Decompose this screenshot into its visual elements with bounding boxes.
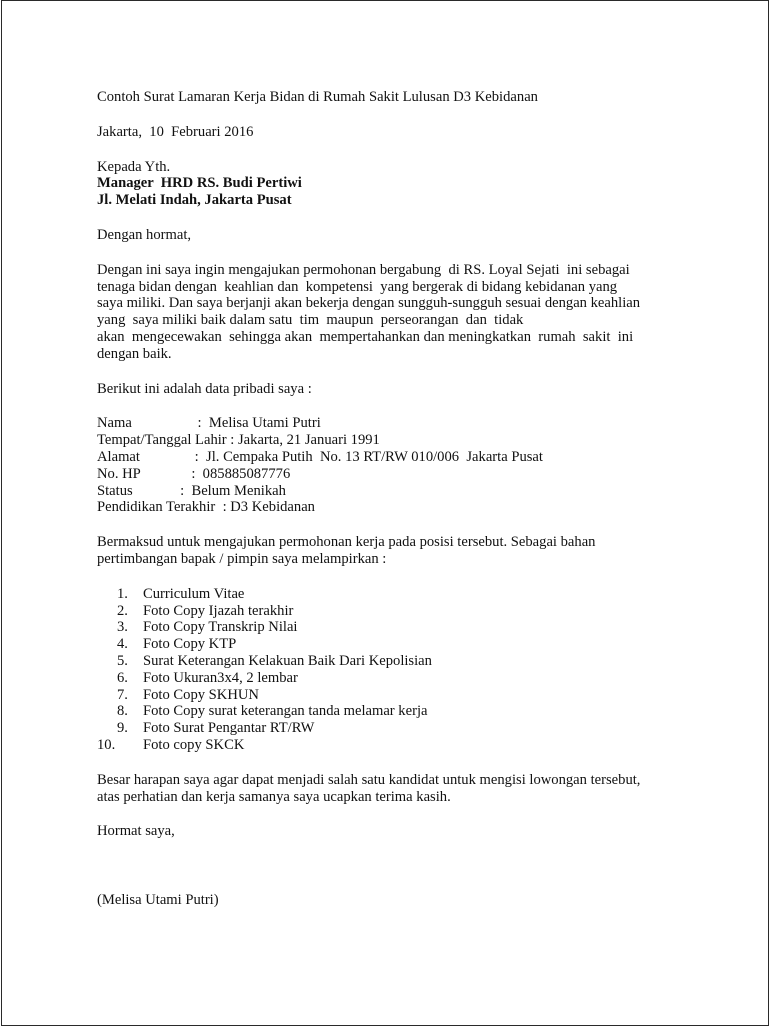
- list-text: Foto Ukuran3x4, 2 lembar: [143, 669, 298, 686]
- personal-data-row: Pendidikan Terakhir : D3 Kebidanan: [97, 499, 315, 516]
- list-number: 8.: [117, 703, 128, 720]
- list-number: 3.: [117, 619, 128, 636]
- closing-line: atas perhatian dan kerja samanya saya ucapkan terima kasih.: [97, 788, 451, 805]
- personal-data-row: Alamat : Jl. Cempaka Putih No. 13 RT/RW 010/006 Jakarta Pusat: [97, 448, 543, 465]
- personal-data-row: Status : Belum Menikah: [97, 482, 286, 499]
- list-number: 4.: [117, 636, 128, 653]
- list-number: 2.: [117, 602, 128, 619]
- closing-paragraph: [97, 772, 677, 806]
- list-item: [97, 603, 677, 620]
- opening-line: dengan baik.: [97, 345, 172, 362]
- list-number: 6.: [117, 669, 128, 686]
- list-number: 5.: [117, 652, 128, 669]
- opening-line: akan mengecewakan sehingga akan mempertahankan dan meningkatkan rumah sakit ini: [97, 328, 634, 345]
- opening-line: Dengan ini saya ingin mengajukan permohonan bergabung di RS. Loyal Sejati ini sebagai: [97, 261, 630, 278]
- purpose-line: Bermaksud untuk mengajukan permohonan kerja pada posisi tersebut. Sebagai bahan: [97, 534, 596, 551]
- list-item: [97, 737, 677, 754]
- opening-line: yang saya miliki baik dalam satu tim maupun perseorangan dan tidak: [97, 312, 524, 329]
- personal-data: [97, 415, 677, 516]
- recipient-intro: Kepada Yth.: [97, 158, 171, 175]
- list-text: Foto Copy Transkrip Nilai: [143, 619, 298, 636]
- greeting: Dengan hormat,: [97, 226, 192, 243]
- list-item: [97, 703, 677, 720]
- purpose-line: pertimbangan bapak / pimpin saya melampirkan :: [97, 550, 387, 567]
- signature-name: (Melisa Utami Putri): [97, 892, 219, 909]
- document-page: [1, 0, 769, 1026]
- list-number: 10.: [97, 736, 116, 753]
- list-number: 1.: [117, 585, 128, 602]
- attachment-list: [97, 586, 677, 754]
- letter-title: Contoh Surat Lamaran Kerja Bidan di Rumah Sakit Lulusan D3 Kebidanan: [97, 89, 538, 105]
- data-intro: Berikut ini adalah data pribadi saya :: [97, 380, 312, 397]
- list-text: Foto Copy KTP: [143, 636, 237, 653]
- list-text: Foto Copy SKHUN: [143, 686, 259, 703]
- list-item: [97, 720, 677, 737]
- opening-paragraph: [97, 262, 677, 363]
- personal-data-row: No. HP : 085885087776: [97, 465, 291, 482]
- personal-data-row: Nama : Melisa Utami Putri: [97, 415, 321, 432]
- list-number: 9.: [117, 720, 128, 737]
- list-text: Foto copy SKCK: [143, 736, 245, 753]
- sign-off: Hormat saya,: [97, 823, 175, 840]
- list-text: Surat Keterangan Kelakuan Baik Dari Kepolisian: [143, 652, 432, 669]
- recipient-address: Jl. Melati Indah, Jakarta Pusat: [97, 192, 292, 209]
- list-text: Foto Copy Ijazah terakhir: [143, 602, 294, 619]
- application-letter: [97, 89, 677, 909]
- list-item: [97, 619, 677, 636]
- list-item: [97, 687, 677, 704]
- personal-data-row: Tempat/Tanggal Lahir : Jakarta, 21 Januari 1991: [97, 432, 380, 449]
- list-item: [97, 653, 677, 670]
- opening-line: saya miliki. Dan saya berjanji akan bekerja dengan sungguh-sungguh sesuai dengan keahlian: [97, 295, 641, 312]
- purpose-paragraph: [97, 534, 677, 568]
- letter-date: Jakarta, 10 Februari 2016: [97, 123, 254, 140]
- list-number: 7.: [117, 686, 128, 703]
- recipient-name: Manager HRD RS. Budi Pertiwi: [97, 175, 302, 192]
- closing-line: Besar harapan saya agar dapat menjadi salah satu kandidat untuk mengisi lowongan tersebut,: [97, 771, 641, 788]
- list-text: Foto Surat Pengantar RT/RW: [143, 720, 315, 737]
- list-text: Foto Copy surat keterangan tanda melamar kerja: [143, 703, 428, 720]
- opening-line: tenaga bidan dengan keahlian dan kompetensi yang bergerak di bidang kebidanan yang: [97, 278, 618, 295]
- list-item: [97, 636, 677, 653]
- list-text: Curriculum Vitae: [143, 585, 245, 602]
- list-item: [97, 586, 677, 603]
- list-item: [97, 670, 677, 687]
